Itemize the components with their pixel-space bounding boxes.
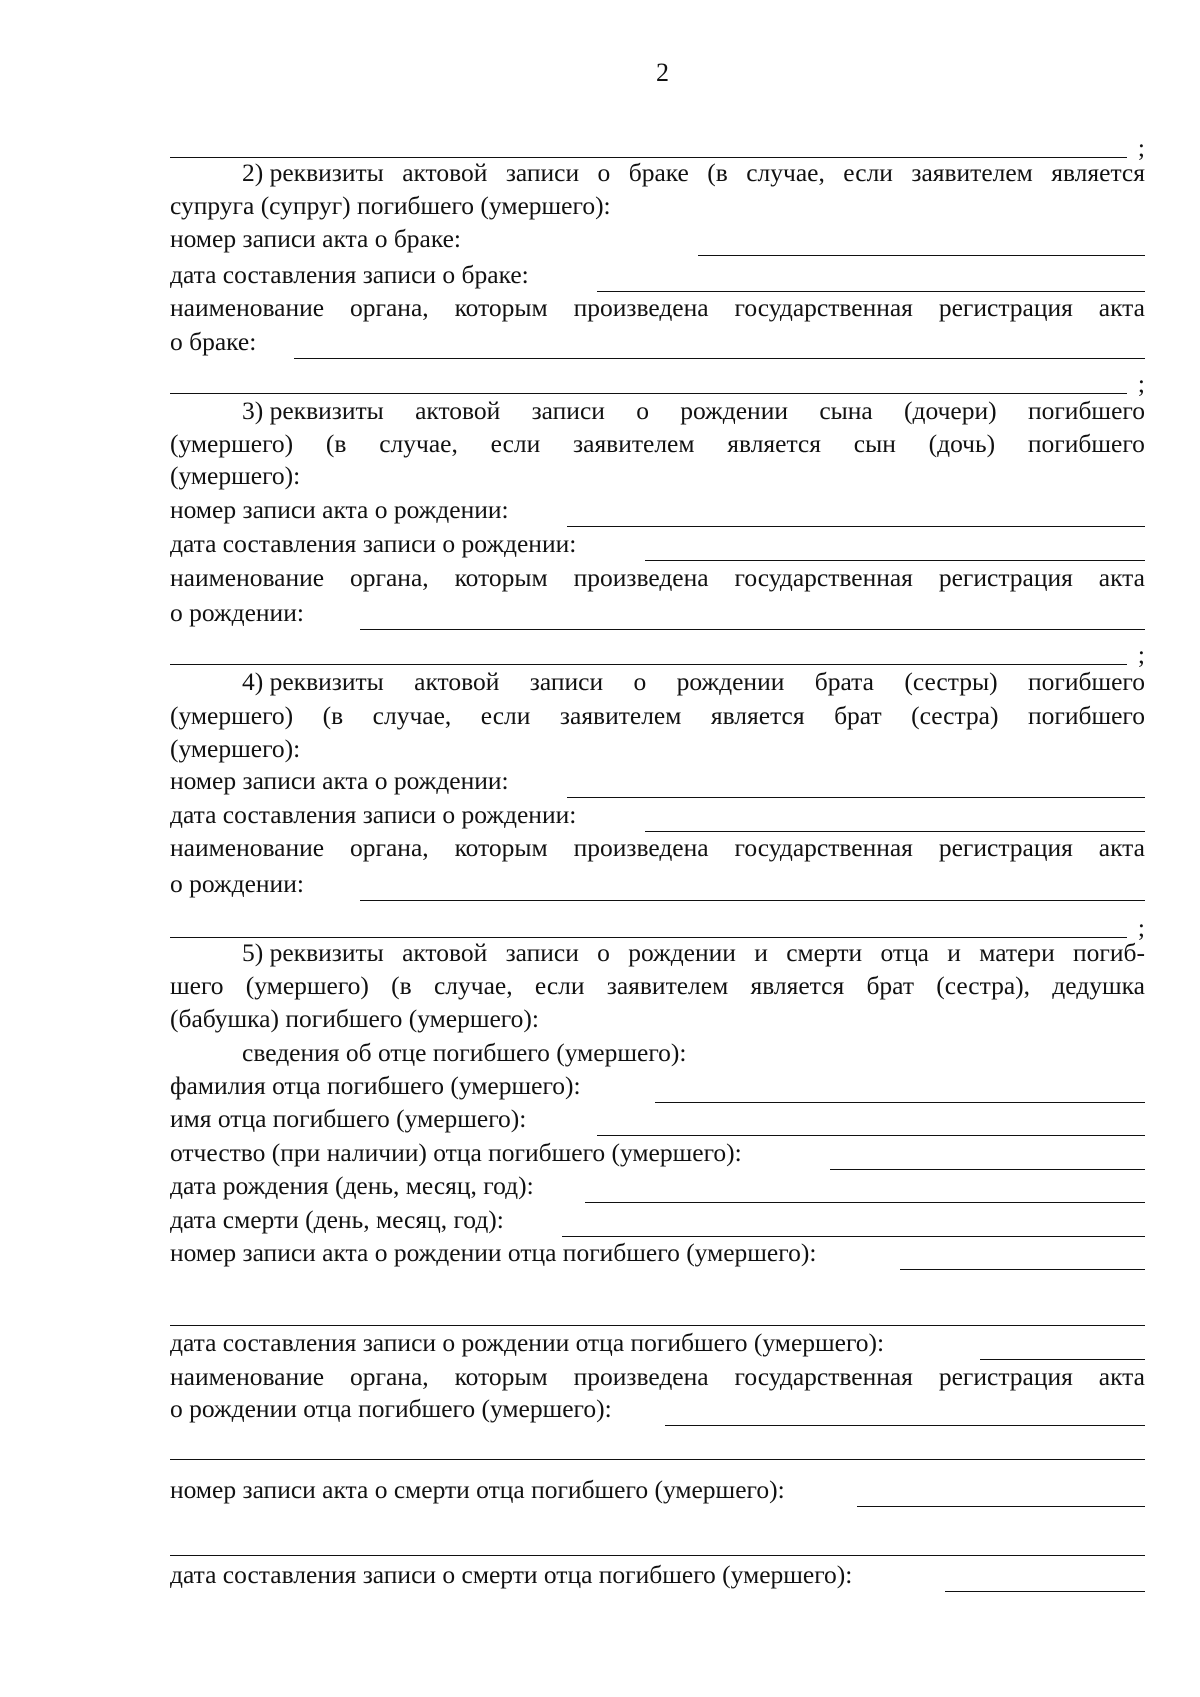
s5-heading-line-1: 5) реквизиты актовой записи о рождении и смерти отца и матери погиб- [242, 938, 1145, 967]
s5-org-line-2: о рождении отца погибшего (умершего): [170, 1396, 1145, 1426]
semicolon: ; [1137, 368, 1145, 398]
s4-birth-date-row: дата составления записи о рождении: [170, 802, 1145, 832]
marriage-number-field[interactable] [698, 255, 1145, 256]
s4-heading-line-1: 4) реквизиты актовой записи о рождении брата (сестры) погибшего [242, 667, 1145, 696]
s2-org-line-1: наименование органа, которым произведена государственная регистрация акта [170, 293, 1145, 322]
fill-line[interactable] [170, 393, 1127, 394]
s5-father-birth-date-row: дата рождения (день, месяц, год): [170, 1173, 1145, 1203]
father-surname-field[interactable] [655, 1102, 1145, 1103]
s3-org-line-2: о рождении: [170, 600, 1145, 630]
father-birth-record-date-field[interactable] [980, 1359, 1145, 1360]
father-death-record-number-field[interactable] [857, 1506, 1145, 1507]
sibling-birth-date-field[interactable] [645, 831, 1145, 832]
s4-org-line-1: наименование органа, которым произведена государственная регистрация акта [170, 833, 1145, 862]
s2-org-line-2: о браке: [170, 329, 1145, 359]
marriage-org-field[interactable] [294, 358, 1145, 359]
s4-birth-number-row: номер записи акта о рождении: [170, 768, 1145, 798]
page-number: 2 [656, 58, 669, 87]
blank-line-s2-end [170, 364, 1145, 398]
s5-father-birth-record-date-row: дата составления записи о рождении отца погибшего (умершего): [170, 1330, 1145, 1360]
s3-heading-line-3: (умершего): [170, 461, 301, 490]
father-birth-record-number-field[interactable] [900, 1269, 1145, 1270]
s5-org-line-1: наименование органа, которым произведена государственная регистрация акта [170, 1362, 1145, 1391]
s5-father-surname-row: фамилия отца погибшего (умершего): [170, 1073, 1145, 1103]
sibling-birth-number-field[interactable] [567, 797, 1145, 798]
s5-father-info-heading: сведения об отце погибшего (умершего): [242, 1038, 687, 1067]
s5-father-birth-record-number-row: номер записи акта о рождении отца погибшего (умершего): [170, 1240, 1145, 1270]
s5-heading-line-2: шего (умершего) (в случае, если заявителем является брат (сестра), дедушка [170, 971, 1145, 1000]
marriage-date-field[interactable] [597, 291, 1145, 292]
s5-father-death-record-date-row: дата составления записи о смерти отца погибшего (умершего): [170, 1562, 1145, 1592]
s5-father-death-record-number-row: номер записи акта о смерти отца погибшего (умершего): [170, 1477, 1145, 1507]
semicolon: ; [1137, 132, 1145, 162]
s5-blank-line-2 [170, 1430, 1145, 1460]
s5-blank-line-3 [170, 1526, 1145, 1556]
son-birth-org-field[interactable] [360, 629, 1145, 630]
s5-father-name-row: имя отца погибшего (умершего): [170, 1106, 1145, 1136]
s2-marriage-number-row: номер записи акта о браке: [170, 226, 1145, 256]
blank-line-s1-end [170, 128, 1145, 162]
s3-birth-date-row: дата составления записи о рождении: [170, 531, 1145, 561]
son-birth-date-field[interactable] [645, 560, 1145, 561]
s5-father-patronymic-row: отчество (при наличии) отца погибшего (умершего): [170, 1140, 1145, 1170]
father-death-date-field[interactable] [562, 1236, 1145, 1237]
father-birth-date-field[interactable] [585, 1202, 1145, 1203]
father-death-record-date-field[interactable] [945, 1591, 1145, 1592]
s4-heading-line-3: (умершего): [170, 734, 301, 763]
s3-heading-line-2: (умершего) (в случае, если заявителем является сын (дочь) погибшего [170, 429, 1145, 458]
s2-heading-line-1: 2) реквизиты актовой записи о браке (в случае, если заявителем является [242, 158, 1145, 187]
blank-line-s3-end [170, 635, 1145, 669]
son-birth-number-field[interactable] [567, 526, 1145, 527]
s4-heading-line-2: (умершего) (в случае, если заявителем является брат (сестра) погибшего [170, 701, 1145, 730]
s5-blank-line-1 [170, 1296, 1145, 1326]
father-patronymic-field[interactable] [830, 1169, 1145, 1170]
s5-heading-line-3: (бабушка) погибшего (умершего): [170, 1004, 539, 1033]
fill-line[interactable] [170, 1325, 1145, 1326]
fill-line[interactable] [170, 664, 1127, 665]
father-birth-org-field[interactable] [665, 1425, 1145, 1426]
s2-heading-line-2: супруга (супруг) погибшего (умершего): [170, 191, 611, 220]
sibling-birth-org-field[interactable] [360, 900, 1145, 901]
s2-marriage-date-row: дата составления записи о браке: [170, 262, 1145, 292]
semicolon: ; [1137, 639, 1145, 669]
s3-heading-line-1: 3) реквизиты актовой записи о рождении сына (дочери) погибшего [242, 396, 1145, 425]
semicolon: ; [1137, 912, 1145, 942]
s3-birth-number-row: номер записи акта о рождении: [170, 497, 1145, 527]
s5-father-death-date-row: дата смерти (день, месяц, год): [170, 1207, 1145, 1237]
fill-line[interactable] [170, 1555, 1145, 1556]
s3-org-line-1: наименование органа, которым произведена государственная регистрация акта [170, 563, 1145, 592]
fill-line[interactable] [170, 1459, 1145, 1460]
blank-line-s4-end [170, 908, 1145, 942]
s4-org-line-2: о рождении: [170, 871, 1145, 901]
father-name-field[interactable] [597, 1135, 1145, 1136]
